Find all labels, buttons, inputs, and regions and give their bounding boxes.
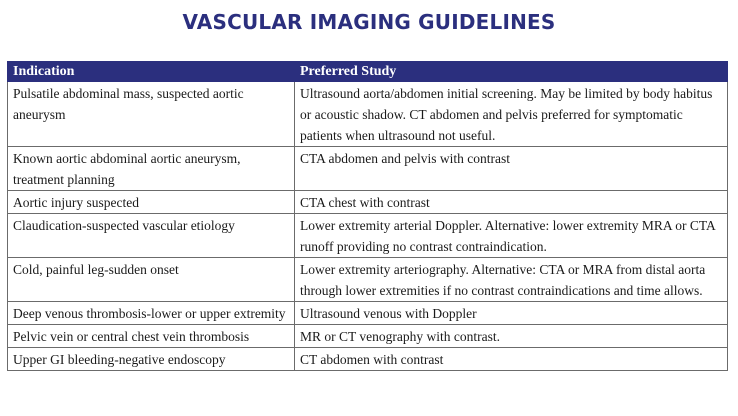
table-row (8, 258, 728, 302)
preferred-study-cell: MR or CT venography with contrast. (295, 325, 728, 348)
indication-cell: Pulsatile abdominal mass, suspected aortic aneurysm (8, 82, 295, 147)
indication-cell: Upper GI bleeding-negative endoscopy (8, 348, 295, 371)
table-row (8, 325, 728, 348)
indication-cell: Claudication-suspected vascular etiology (8, 214, 295, 258)
preferred-study-cell: Lower extremity arterial Doppler. Alternative: lower extremity MRA or CTA runoff providing no contrast contraindication. (295, 214, 728, 258)
table-row (8, 147, 728, 191)
table-header-row (8, 62, 728, 82)
table-row (8, 191, 728, 214)
guidelines-table (7, 61, 728, 371)
indication-cell: Aortic injury suspected (8, 191, 295, 214)
table-row (8, 302, 728, 325)
page-title: VASCULAR IMAGING GUIDELINES (182, 10, 556, 34)
table-row (8, 82, 728, 147)
table-row (8, 214, 728, 258)
preferred-study-cell: Ultrasound aorta/abdomen initial screening. May be limited by body habitus or acoustic shadow. CT abdomen and pelvis preferred for symptomatic patients when ultrasound not useful. (295, 82, 728, 147)
column-header-preferred-study: Preferred Study (295, 62, 728, 82)
indication-cell: Known aortic abdominal aortic aneurysm, treatment planning (8, 147, 295, 191)
indication-cell: Deep venous thrombosis-lower or upper extremity (8, 302, 295, 325)
column-header-indication: Indication (8, 62, 295, 82)
preferred-study-cell: CT abdomen with contrast (295, 348, 728, 371)
preferred-study-cell: CTA chest with contrast (295, 191, 728, 214)
indication-cell: Cold, painful leg-sudden onset (8, 258, 295, 302)
preferred-study-cell: Lower extremity arteriography. Alternative: CTA or MRA from distal aorta through lower extremities if no contrast contraindications and time allows. (295, 258, 728, 302)
table-row (8, 348, 728, 371)
preferred-study-cell: Ultrasound venous with Doppler (295, 302, 728, 325)
indication-cell: Pelvic vein or central chest vein thrombosis (8, 325, 295, 348)
preferred-study-cell: CTA abdomen and pelvis with contrast (295, 147, 728, 191)
